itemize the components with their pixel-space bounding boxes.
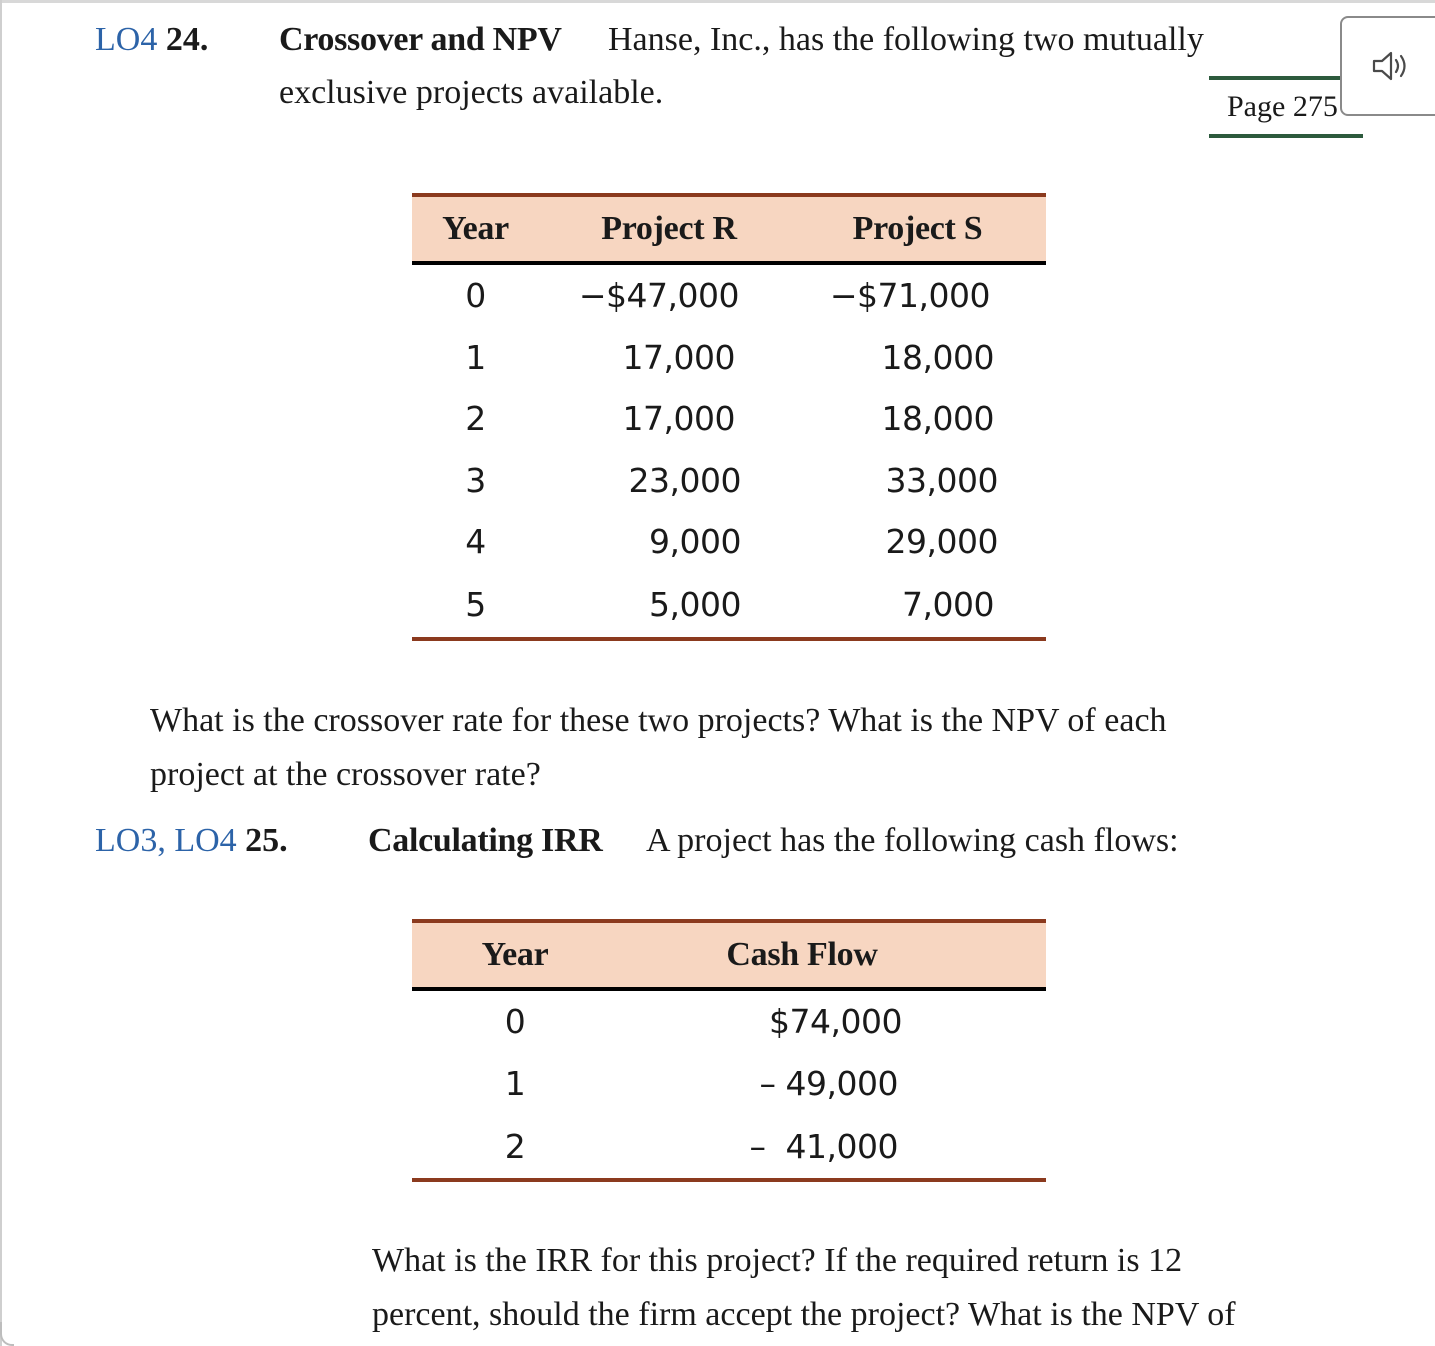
page-reference: Page 275	[1209, 76, 1363, 138]
problem-title: Calculating IRR	[368, 822, 603, 859]
table-row	[412, 511, 1046, 573]
problem-intro: Hanse, Inc., has the following two mutually	[608, 21, 1204, 58]
cash-flow-cell: $74,000	[769, 1002, 902, 1042]
page-left-border	[0, 0, 2, 1346]
problem-25-heading	[95, 821, 288, 861]
table-row	[412, 1053, 1046, 1115]
table-row	[412, 263, 1046, 327]
page-top-border	[0, 0, 1435, 3]
column-header-project-r: Project R	[539, 195, 799, 263]
table-row	[412, 1114, 1046, 1180]
project-r-cell: 17,000	[622, 399, 735, 439]
project-s-cell: 33,000	[885, 460, 998, 500]
project-r-cell: 9,000	[649, 522, 741, 562]
projects-cash-flow-table	[412, 193, 1046, 641]
table-row	[412, 450, 1046, 512]
column-header-year: Year	[412, 195, 539, 263]
project-s-cell: 18,000	[881, 399, 994, 439]
project-r-cell: −$47,000	[578, 276, 739, 316]
project-s-cell: 18,000	[881, 337, 994, 377]
project-s-cell: −$71,000	[829, 276, 990, 316]
learning-objective-link[interactable]: LO3, LO4	[95, 822, 237, 859]
year-cell: 1	[465, 337, 486, 377]
table-row	[412, 573, 1046, 639]
audio-button[interactable]	[1340, 16, 1435, 116]
table-header-row	[412, 195, 1046, 263]
year-cell: 2	[465, 399, 486, 439]
project-s-cell: 7,000	[902, 585, 994, 624]
year-cell: 0	[465, 276, 486, 316]
question-text-continued: percent, should the firm accept the project? What is the NPV of	[372, 1296, 1236, 1333]
project-r-cell: 23,000	[628, 460, 741, 500]
column-header-cash-flow: Cash Flow	[618, 921, 1046, 989]
learning-objective-link[interactable]: LO4	[95, 21, 158, 58]
problem-number: 24.	[165, 21, 209, 58]
table-row	[412, 327, 1046, 389]
page-corner	[0, 1322, 14, 1346]
problem-number: 25.	[245, 822, 288, 859]
project-s-cell: 29,000	[885, 522, 998, 562]
speaker-icon	[1371, 50, 1411, 82]
question-text: What is the crossover rate for these two projects? What is the NPV of each	[150, 702, 1167, 739]
problem-intro: A project has the following cash flows:	[646, 822, 1179, 859]
table-header-row	[412, 921, 1046, 989]
problem-title: Crossover and NPV	[279, 21, 562, 58]
year-cell: 1	[504, 1063, 526, 1103]
project-r-cell: 17,000	[622, 337, 735, 377]
project-r-cell: 5,000	[649, 585, 741, 624]
year-cell: 0	[504, 1002, 526, 1042]
cash-flow-cell: – 49,000	[759, 1063, 898, 1103]
column-header-year: Year	[412, 921, 618, 989]
cash-flow-table	[412, 919, 1046, 1182]
year-cell: 4	[465, 522, 486, 562]
year-cell: 5	[465, 585, 486, 624]
problem-intro-continued: exclusive projects available.	[279, 74, 664, 111]
question-text: What is the IRR for this project? If the required return is 12	[372, 1242, 1183, 1279]
column-header-project-s: Project S	[799, 195, 1046, 263]
problem-24-heading	[95, 20, 208, 60]
table-row	[412, 388, 1046, 450]
question-text-continued: project at the crossover rate?	[150, 756, 541, 793]
table-row	[412, 989, 1046, 1053]
cash-flow-cell: – 41,000	[749, 1126, 898, 1166]
year-cell: 2	[504, 1126, 526, 1166]
year-cell: 3	[465, 460, 486, 500]
